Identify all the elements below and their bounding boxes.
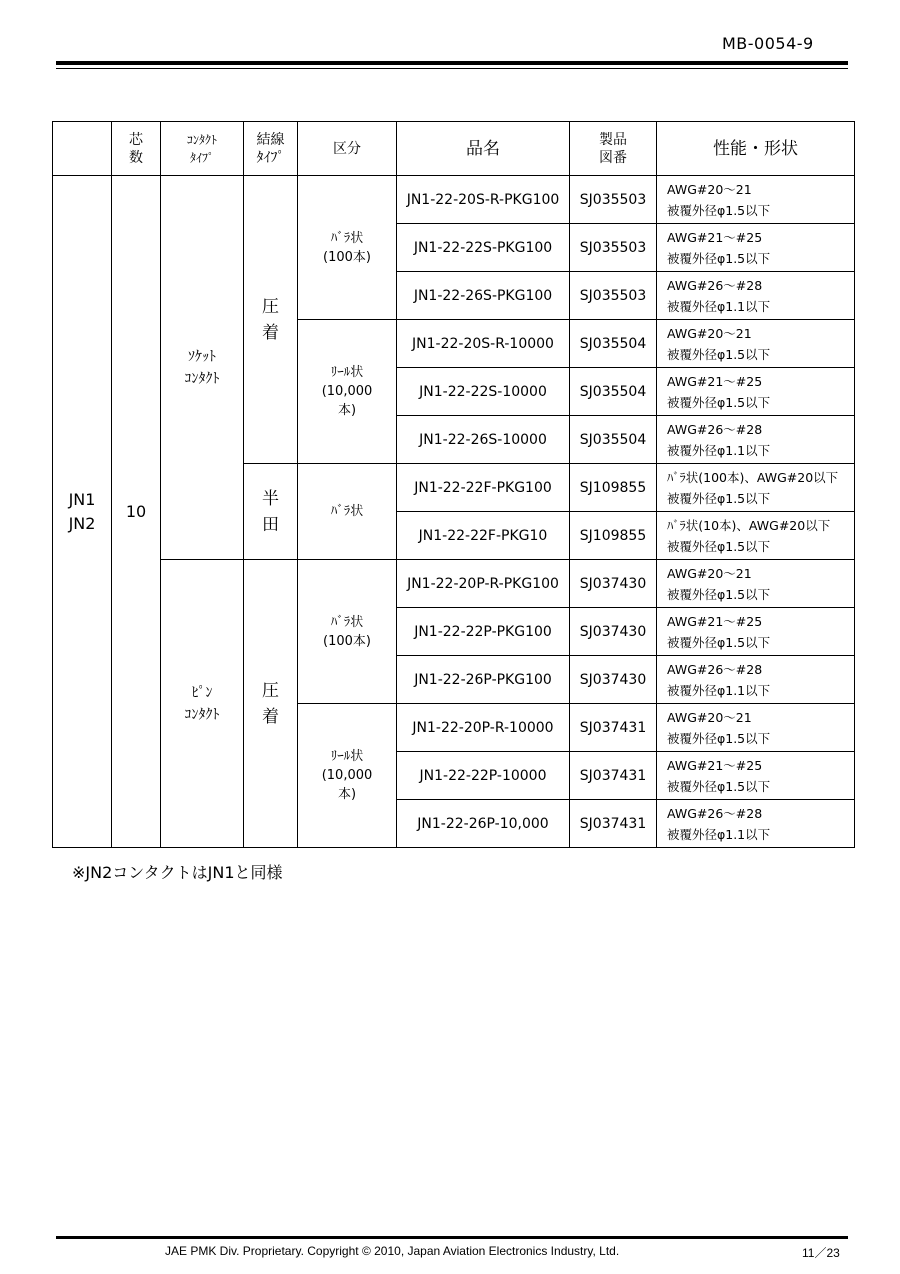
table-row — [53, 176, 855, 224]
header-division: 区分 — [298, 122, 397, 176]
drawing-number: SJ035503 — [570, 176, 657, 224]
table-row — [53, 560, 855, 608]
performance: AWG#26～#28 被覆外径φ1.1以下 — [657, 272, 855, 320]
drawing-number: SJ035503 — [570, 224, 657, 272]
performance: AWG#20～21 被覆外径φ1.5以下 — [657, 320, 855, 368]
part-name: JN1-22-20S-R-PKG100 — [397, 176, 570, 224]
drawing-number: SJ109855 — [570, 512, 657, 560]
performance: AWG#26～#28 被覆外径φ1.1以下 — [657, 416, 855, 464]
part-name: JN1-22-22S-10000 — [397, 368, 570, 416]
part-name: JN1-22-26S-PKG100 — [397, 272, 570, 320]
header-cores: 芯 数 — [112, 122, 161, 176]
drawing-number: SJ037430 — [570, 560, 657, 608]
wiring-type-crimp-pin: 圧 着 — [244, 560, 298, 848]
cores-cell: 10 — [112, 176, 161, 848]
drawing-number: SJ035504 — [570, 368, 657, 416]
header-contact-type: ｺﾝﾀｸﾄ ﾀｲﾌﾟ — [161, 122, 244, 176]
contact-type-pin: ﾋﾟﾝ ｺﾝﾀｸﾄ — [161, 560, 244, 848]
performance: AWG#26～#28 被覆外径φ1.1以下 — [657, 800, 855, 848]
header-series — [53, 122, 112, 176]
drawing-number: SJ037431 — [570, 704, 657, 752]
drawing-number: SJ037430 — [570, 608, 657, 656]
division-reel: ﾘｰﾙ状 (10,000 本) — [298, 320, 397, 464]
division-reel-pin: ﾘｰﾙ状 (10,000 本) — [298, 704, 397, 848]
part-name: JN1-22-26P-10,000 — [397, 800, 570, 848]
performance: AWG#20～21 被覆外径φ1.5以下 — [657, 560, 855, 608]
performance: AWG#26～#28 被覆外径φ1.1以下 — [657, 656, 855, 704]
part-name: JN1-22-20S-R-10000 — [397, 320, 570, 368]
part-name: JN1-22-20P-R-10000 — [397, 704, 570, 752]
contact-spec-table — [52, 121, 855, 848]
performance: AWG#21～#25 被覆外径φ1.5以下 — [657, 608, 855, 656]
division-bulk-pin: ﾊﾞﾗ状 (100本) — [298, 560, 397, 704]
footnote: ※JN2コンタクトはJN1と同様 — [72, 863, 283, 882]
drawing-number: SJ109855 — [570, 464, 657, 512]
part-name: JN1-22-22F-PKG10 — [397, 512, 570, 560]
footer-rule — [56, 1236, 848, 1239]
header-drawing-no: 製品 図番 — [570, 122, 657, 176]
footer-copyright: JAE PMK Div. Proprietary. Copyright © 2010, Japan Aviation Electronics Industry, Ltd. — [165, 1244, 620, 1258]
header-rule-thick — [56, 61, 848, 65]
drawing-number: SJ037431 — [570, 752, 657, 800]
page-number: 11／23 — [802, 1246, 840, 1260]
header-rule-thin — [56, 68, 848, 69]
wiring-type-solder: 半 田 — [244, 464, 298, 560]
performance: AWG#20～21 被覆外径φ1.5以下 — [657, 704, 855, 752]
division-bulk-solder: ﾊﾞﾗ状 — [298, 464, 397, 560]
wiring-type-crimp: 圧 着 — [244, 176, 298, 464]
header-part-name: 品名 — [397, 122, 570, 176]
division-bulk: ﾊﾞﾗ状 (100本) — [298, 176, 397, 320]
performance: AWG#20～21 被覆外径φ1.5以下 — [657, 176, 855, 224]
performance: AWG#21～#25 被覆外径φ1.5以下 — [657, 368, 855, 416]
part-name: JN1-22-20P-R-PKG100 — [397, 560, 570, 608]
drawing-number: SJ035504 — [570, 320, 657, 368]
performance: AWG#21～#25 被覆外径φ1.5以下 — [657, 752, 855, 800]
part-name: JN1-22-22F-PKG100 — [397, 464, 570, 512]
document-number: MB-0054-9 — [722, 34, 814, 53]
drawing-number: SJ037430 — [570, 656, 657, 704]
performance: AWG#21～#25 被覆外径φ1.5以下 — [657, 224, 855, 272]
part-name: JN1-22-22S-PKG100 — [397, 224, 570, 272]
drawing-number: SJ035503 — [570, 272, 657, 320]
drawing-number: SJ037431 — [570, 800, 657, 848]
drawing-number: SJ035504 — [570, 416, 657, 464]
performance: ﾊﾞﾗ状(10本)、AWG#20以下 被覆外径φ1.5以下 — [657, 512, 855, 560]
part-name: JN1-22-26P-PKG100 — [397, 656, 570, 704]
contact-type-socket: ｿｹｯﾄ ｺﾝﾀｸﾄ — [161, 176, 244, 560]
header-row — [53, 122, 855, 176]
part-name: JN1-22-22P-10000 — [397, 752, 570, 800]
part-name: JN1-22-22P-PKG100 — [397, 608, 570, 656]
part-name: JN1-22-26S-10000 — [397, 416, 570, 464]
series-cell: JN1 JN2 — [53, 176, 112, 848]
header-performance: 性能・形状 — [657, 122, 855, 176]
performance: ﾊﾞﾗ状(100本)、AWG#20以下 被覆外径φ1.5以下 — [657, 464, 855, 512]
header-wiring-type: 結線 ﾀｲﾌﾟ — [244, 122, 298, 176]
